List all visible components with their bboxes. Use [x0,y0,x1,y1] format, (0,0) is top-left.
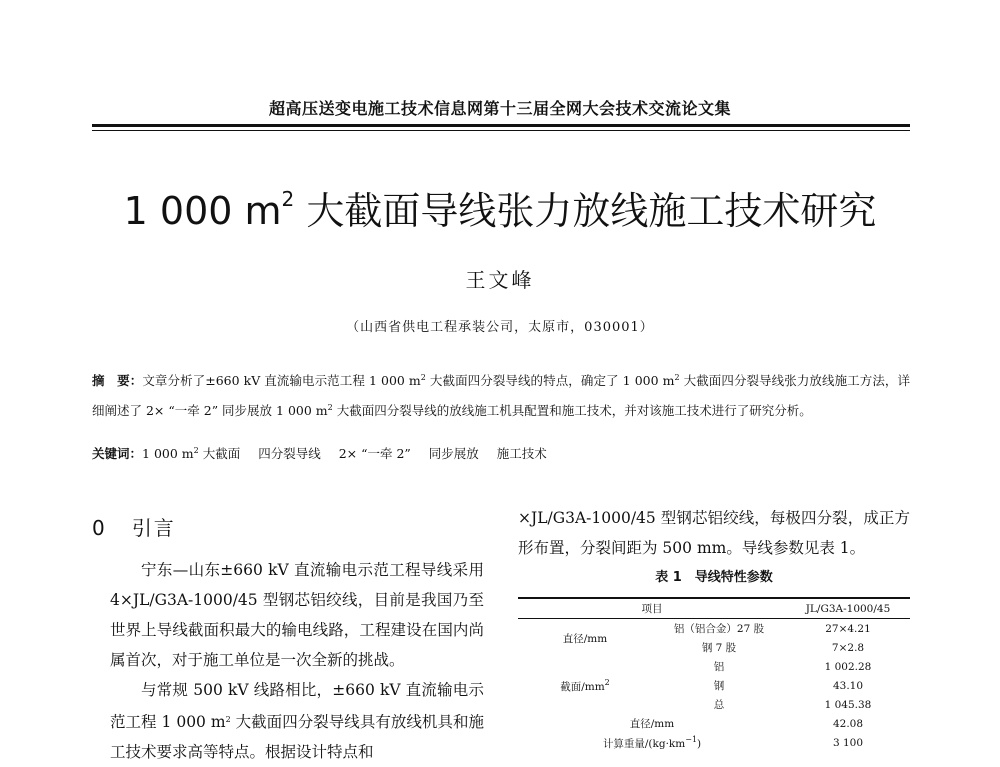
table-cell-sub: 铝 [713,661,725,673]
table-cell-value: 43.10 [832,679,864,692]
keywords-label: 关键词： [92,446,143,461]
table-cell-sub: 钢 7 股 [701,642,737,654]
keyword-1-sup: 2 [193,446,199,455]
table-row [518,619,910,639]
section-heading [92,512,176,541]
section-number: 0 [92,516,107,540]
keywords [92,444,910,462]
table-cell-value: 1 045.38 [824,698,872,711]
abstract-label: 摘 要： [92,373,143,388]
abstract-text-1: 文章分析了±660 kV 直流输电示范工程 1 000 m [142,373,421,388]
abstract-text-3: 大截面四分裂导线张力放线施工方法，详细阐述了 2× “一牵 2” 同步展放 1 000 m [92,373,910,418]
running-header: 超高压送变电施工技术信息网第十三届全网大会技术交流论文集 [268,99,731,118]
para2-text-1: 与常规 500 kV 线路相比，±660 kV 直流输电示范工程 1 000 m [110,681,484,731]
table-overall-diameter-label: 直径/mm [629,718,675,730]
right-column [518,503,910,563]
table-header-item: 项目 [518,598,786,619]
table-row [518,714,910,733]
header-rule-thin [92,130,910,131]
table-row [518,657,910,676]
conductor-parameter-table [518,597,910,752]
weight-sup: −1 [685,734,698,744]
abstract-sup-2: 2 [674,373,680,382]
header-rule-thick [92,124,910,127]
table-row [518,733,910,752]
right-paragraph: ×JL/G3A-1000/45 型钢芯铝绞线，每极四分裂，成正方形布置，分裂间距为 500 mm。导线参数见表 1。 [518,509,910,557]
table-caption: 表 1 导线特性参数 [655,570,773,585]
keyword-2: 四分裂导线 [258,446,321,461]
body-paragraph-1: 宁东—山东±660 kV 直流输电示范工程导线采用 4×JL/G3A-1000/45 型钢芯铝绞线，目前是我国乃至世界上导线截面积最大的输电线路，工程建设在国内尚属首次，对于施工单位是一次全新的挑战。 [110,561,484,669]
abstract [92,364,910,424]
weight-label: 计算重量/(kg·km [602,737,686,750]
keyword-1 [142,446,240,461]
table-cell-value: 7×2.8 [831,641,865,654]
title-text: 大截面导线张力放线施工技术研究 [294,189,877,233]
abstract-text-4: 大截面四分裂导线的放线施工机具配置和施工技术，并对该施工技术进行了研究分析。 [332,403,812,418]
abstract-sup-1: 2 [420,373,426,382]
table-cell-sub: 钢 [713,680,725,692]
table-cell-value: 1 002.28 [824,660,872,673]
table-group-area [518,657,652,714]
table-overall-diameter-value: 42.08 [832,717,864,730]
area-sup: 2 [604,677,610,687]
table-weight-value: 3 100 [832,736,864,749]
keyword-1-pre: 1 000 m [142,446,194,461]
weight-label-end: ) [697,737,702,750]
author-affiliation: （山西省供电工程承装公司，太原市，030001） [346,320,654,335]
keyword-1-post: 大截面 [198,446,241,461]
keyword-5: 施工技术 [496,446,547,461]
table-cell-sub: 总 [713,699,725,711]
table-group-diameter: 直径/mm [562,632,608,645]
title-superscript: 2 [281,187,295,211]
author-name: 王文峰 [465,268,535,292]
para2-text-2: 大截面四分裂导线具有放线机具和施工技术要求高等特点。根据设计特点和 [110,713,484,761]
table-cell-value: 27×4.21 [825,622,871,635]
keyword-4: 同步展放 [428,446,479,461]
table-weight-label [518,733,786,752]
table-cell-sub: 铝（铝合金）27 股 [673,623,765,635]
left-column [110,555,484,767]
abstract-text-2: 大截面四分裂导线的特点，确定了 1 000 m [425,373,675,388]
table-header-row [518,598,910,619]
title-area: 1 000 m [123,189,282,233]
keyword-3: 2× “一牵 2” [338,446,411,461]
para2-sup: 2 [225,715,231,724]
section-title: 引言 [131,516,176,540]
body-paragraph-2 [110,675,484,767]
paper-title [0,180,1000,235]
area-label: 截面/mm [560,680,605,693]
abstract-sup-3: 2 [327,403,333,412]
table-header-model: JL/G3A-1000/45 [786,598,910,619]
